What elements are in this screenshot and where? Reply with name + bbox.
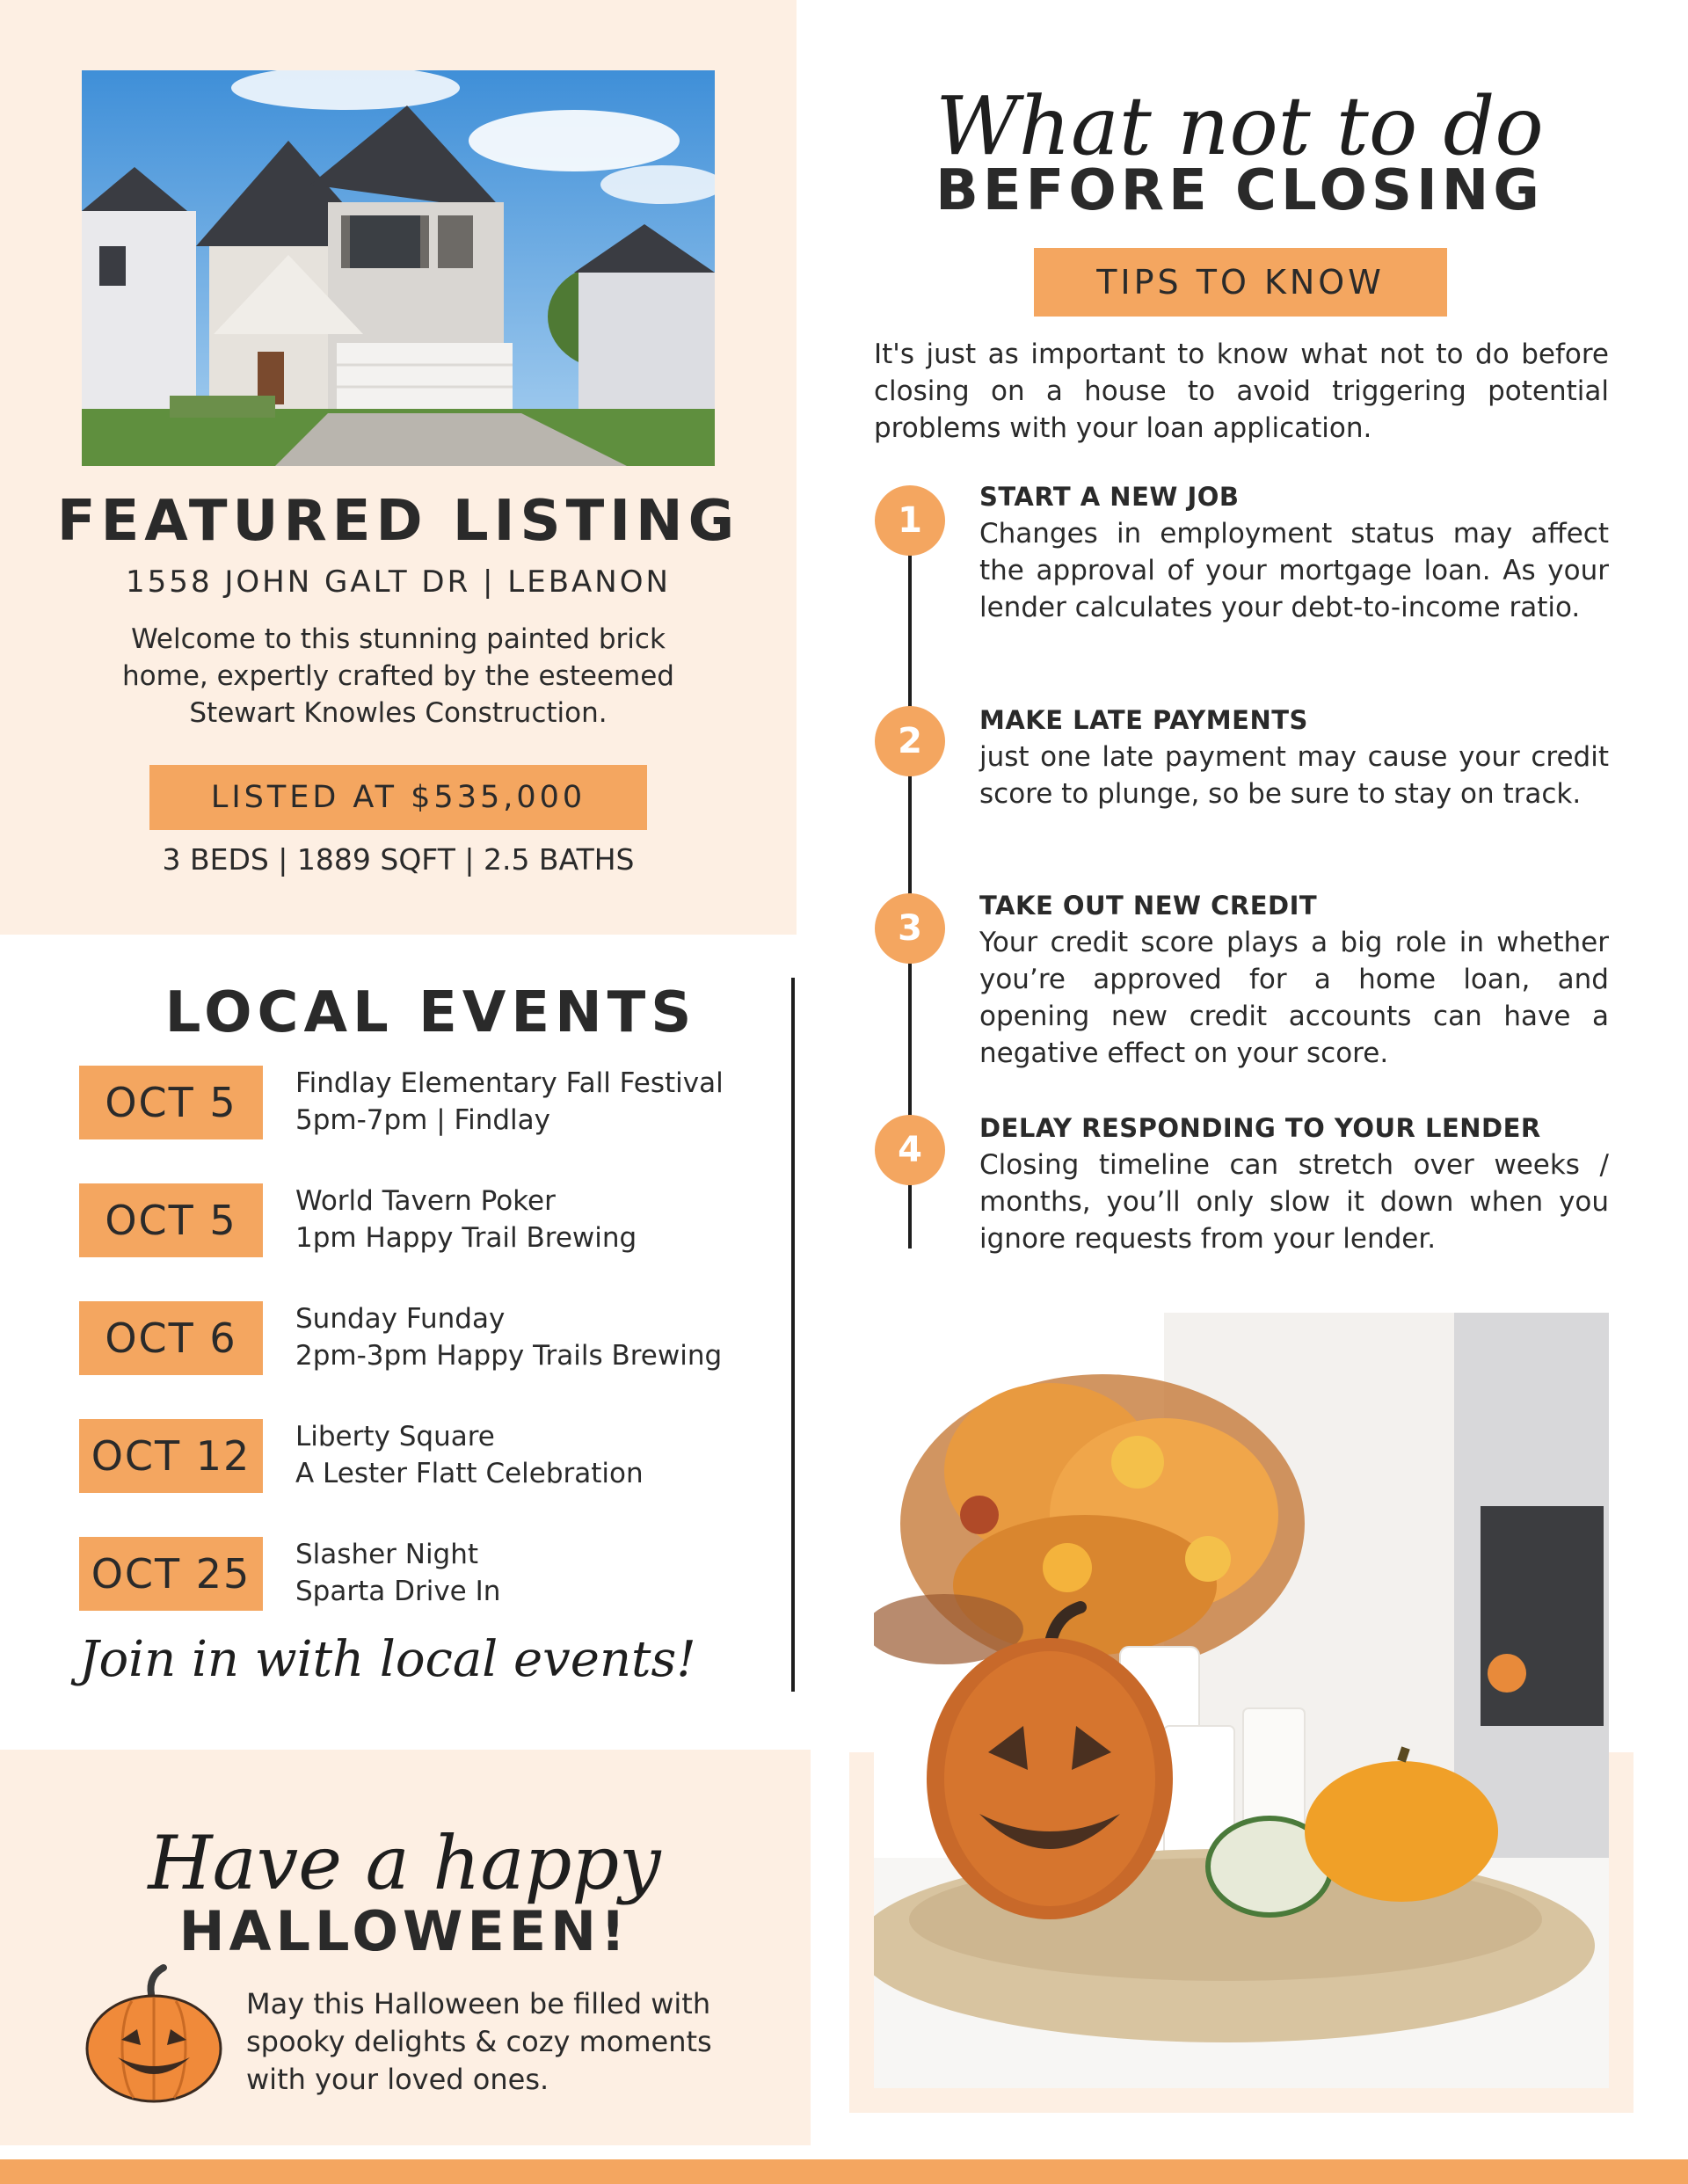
halloween-title: HALLOWEEN!	[178, 1899, 630, 1963]
closing-script-heading: What not to do	[935, 79, 1544, 173]
listing-description: Welcome to this stunning painted brick home, expertly crafted by the esteemed Stewart Knowles Construction.	[122, 623, 674, 729]
tip-number-badge: 3	[875, 893, 945, 964]
event-title: Liberty Square	[295, 1421, 495, 1452]
event-details	[295, 1536, 788, 1610]
halloween-message: May this Halloween be filled with spooky delights & cozy moments with your loved ones.	[246, 1987, 712, 2096]
event-time-location: Sparta Drive In	[295, 1576, 501, 1607]
event-title: Sunday Funday	[295, 1303, 506, 1335]
tip-body: Your credit score plays a big role in whether you’re approved for a home loan, and opening new credit accounts can have a negative effect on your score.	[979, 927, 1609, 1069]
events-tagline: Join in with local events!	[79, 1631, 696, 1688]
tip-body: just one late payment may cause your credit score to plunge, so be sure to stay on track.	[979, 741, 1609, 810]
event-details	[295, 1065, 788, 1139]
tip-heading: MAKE LATE PAYMENTS	[979, 705, 1308, 735]
closing-intro: It's just as important to know what not to do before closing on a house to avoid triggering potential problems with your loan application.	[874, 339, 1609, 444]
tip-body: Closing timeline can stretch over weeks / months, you’ll only slow it down when you ignore requests from your lender.	[979, 1149, 1609, 1255]
event-time-location: 1pm Happy Trail Brewing	[295, 1222, 637, 1254]
listing-address: 1558 JOHN GALT DR | LEBANON	[126, 564, 671, 600]
event-details	[295, 1183, 788, 1256]
event-time-location: 2pm-3pm Happy Trails Brewing	[295, 1340, 723, 1372]
event-title: World Tavern Poker	[295, 1185, 556, 1217]
halloween-decor-photo	[874, 1313, 1609, 2088]
event-date-badge: OCT 12	[79, 1419, 263, 1493]
bottom-accent-bar	[0, 2159, 1688, 2184]
event-title: Slasher Night	[295, 1539, 479, 1570]
tip-number-badge: 2	[875, 706, 945, 776]
house-photo	[82, 70, 715, 466]
featured-listing-title: FEATURED LISTING	[56, 489, 740, 554]
event-date-badge: OCT 25	[79, 1537, 263, 1611]
tip-heading: START A NEW JOB	[979, 482, 1240, 512]
listing-price-badge: LISTED AT $535,000	[149, 765, 647, 830]
event-details	[295, 1418, 788, 1492]
event-date-badge: OCT 5	[79, 1183, 263, 1257]
event-date-badge: OCT 5	[79, 1066, 263, 1139]
halloween-script-heading: Have a happy	[148, 1820, 661, 1906]
listing-specs: 3 BEDS | 1889 SQFT | 2.5 BATHS	[162, 842, 635, 877]
tip-heading: TAKE OUT NEW CREDIT	[979, 891, 1318, 921]
event-title: Findlay Elementary Fall Festival	[295, 1067, 724, 1099]
tip-number-badge: 4	[875, 1115, 945, 1185]
tips-to-know-badge: TIPS TO KNOW	[1034, 248, 1447, 317]
event-time-location: 5pm-7pm | Findlay	[295, 1104, 551, 1136]
closing-title: BEFORE CLOSING	[935, 158, 1544, 223]
event-date-badge: OCT 6	[79, 1301, 263, 1375]
pumpkin-icon	[79, 1959, 229, 2108]
column-divider	[791, 978, 795, 1692]
tip-body: Changes in employment status may affect the approval of your mortgage loan. As your lender calculates your debt-to-income ratio.	[979, 518, 1609, 623]
event-details	[295, 1300, 788, 1374]
tip-heading: DELAY RESPONDING TO YOUR LENDER	[979, 1113, 1541, 1143]
tip-number-badge: 1	[875, 485, 945, 556]
local-events-title: LOCAL EVENTS	[164, 980, 697, 1045]
event-time-location: A Lester Flatt Celebration	[295, 1458, 644, 1489]
